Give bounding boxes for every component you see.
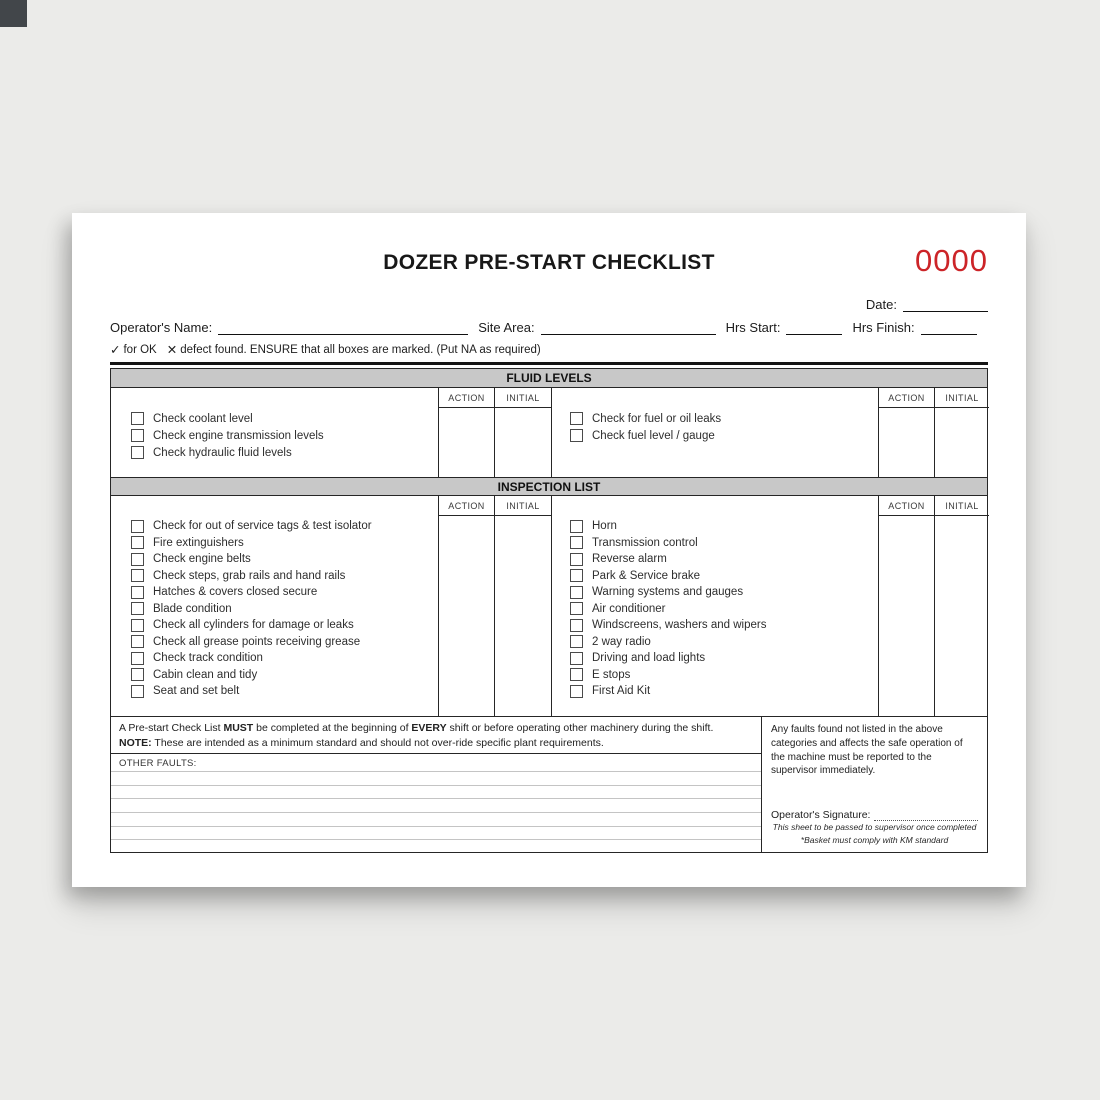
checklist-item xyxy=(131,667,438,684)
form-header xyxy=(110,245,988,295)
note-line: NOTE: These are intended as a minimum standard and should not over-ride specific plant requirements. xyxy=(119,736,604,749)
prestart-note xyxy=(110,716,762,754)
checklist-item-label: Check coolant level xyxy=(153,412,253,425)
checklist-item-label: Seat and set belt xyxy=(153,685,240,698)
initial-entry-cell[interactable] xyxy=(934,408,989,477)
hrs-start-label: Hrs Start: xyxy=(725,320,781,335)
legend-cross-text: defect found. ENSURE that all boxes are marked. (Put NA as required) xyxy=(180,343,541,356)
checklist-item-label: Windscreens, washers and wipers xyxy=(592,619,767,632)
note-line: A Pre-start Check List MUST be completed at the beginning of EVERY shift or before operating other machinery during the shift. xyxy=(119,722,714,734)
page-corner-mark xyxy=(0,0,27,27)
signature-row xyxy=(771,809,978,821)
checklist-item-label: Reverse alarm xyxy=(592,553,667,566)
checkbox[interactable] xyxy=(131,569,144,582)
checklist-item-label: Check all grease points receiving grease xyxy=(153,635,361,648)
action-column-header: ACTION xyxy=(438,496,494,516)
checklist-table xyxy=(110,368,988,717)
legend-row xyxy=(110,342,988,357)
fault-entry-line[interactable] xyxy=(111,785,761,799)
fluid-left-items xyxy=(111,388,438,477)
other-faults-label: OTHER FAULTS: xyxy=(119,758,197,769)
fluid-right-items xyxy=(551,388,878,477)
checklist-item-label: Transmission control xyxy=(592,536,698,549)
operator-name-field[interactable] xyxy=(218,322,468,335)
checklist-item-label: E stops xyxy=(592,668,631,681)
inspection-left-items xyxy=(111,496,438,716)
checkbox[interactable] xyxy=(570,685,583,698)
checklist-item-label: Check hydraulic fluid levels xyxy=(153,446,292,459)
checklist-item xyxy=(131,617,438,634)
checklist-item xyxy=(570,410,878,427)
inspection-list-section xyxy=(111,496,987,716)
checkbox[interactable] xyxy=(570,536,583,549)
checklist-form-sheet xyxy=(72,213,1026,887)
initial-entry-cell[interactable] xyxy=(494,408,551,477)
checkbox[interactable] xyxy=(131,536,144,549)
checklist-item xyxy=(131,427,438,444)
checkbox[interactable] xyxy=(570,429,583,442)
checkbox[interactable] xyxy=(570,412,583,425)
checklist-item-label: Check for fuel or oil leaks xyxy=(592,412,722,425)
checkbox[interactable] xyxy=(131,520,144,533)
checklist-item xyxy=(570,568,878,585)
checkbox[interactable] xyxy=(570,553,583,566)
inspection-right-items xyxy=(551,496,878,716)
fault-entry-line[interactable] xyxy=(111,771,761,785)
checklist-item-label: Fire extinguishers xyxy=(153,536,244,549)
checklist-item-label: Horn xyxy=(592,520,617,533)
checklist-item xyxy=(570,683,878,700)
checkbox[interactable] xyxy=(570,619,583,632)
initial-column-header: INITIAL xyxy=(494,388,551,408)
fault-entry-line[interactable] xyxy=(111,826,761,840)
checklist-item xyxy=(570,427,878,444)
checklist-item xyxy=(570,584,878,601)
checkbox[interactable] xyxy=(131,553,144,566)
checklist-item xyxy=(570,601,878,618)
fault-entry-line[interactable] xyxy=(111,839,761,853)
action-entry-cell[interactable] xyxy=(878,516,934,716)
cross-icon: ✕ xyxy=(166,343,178,357)
faults-report-note: Any faults found not listed in the above categories and affects the safe operation of the machine must be reported to the supervisor immediately. xyxy=(771,724,963,777)
initial-column-header: INITIAL xyxy=(494,496,551,516)
checklist-item xyxy=(131,650,438,667)
checklist-item xyxy=(131,584,438,601)
action-column-header: ACTION xyxy=(878,388,934,408)
hrs-finish-label: Hrs Finish: xyxy=(852,320,915,335)
checklist-item xyxy=(131,518,438,535)
checkbox[interactable] xyxy=(570,569,583,582)
checklist-item-label: First Aid Kit xyxy=(592,685,651,698)
checklist-item xyxy=(131,551,438,568)
checklist-item xyxy=(570,617,878,634)
checklist-item xyxy=(570,535,878,552)
checkbox[interactable] xyxy=(131,685,144,698)
checkbox[interactable] xyxy=(131,586,144,599)
checklist-item xyxy=(570,518,878,535)
section-header-fluid-levels: FLUID LEVELS xyxy=(111,369,987,388)
initial-column-header: INITIAL xyxy=(934,388,989,408)
checkbox[interactable] xyxy=(570,602,583,615)
checklist-item-label: Check engine transmission levels xyxy=(153,429,324,442)
signature-label: Operator's Signature: xyxy=(771,808,871,821)
action-column-header: ACTION xyxy=(438,388,494,408)
checkbox[interactable] xyxy=(131,652,144,665)
checklist-item-label: Hatches & covers closed secure xyxy=(153,586,318,599)
operator-name-label: Operator's Name: xyxy=(110,320,213,335)
checkbox[interactable] xyxy=(131,619,144,632)
signature-note-1: This sheet to be passed to supervisor once completed xyxy=(772,821,977,832)
checkbox[interactable] xyxy=(131,429,144,442)
checklist-item-label: Check engine belts xyxy=(153,553,251,566)
section-header-inspection-list: INSPECTION LIST xyxy=(111,477,987,496)
action-entry-cell[interactable] xyxy=(878,408,934,477)
checklist-item xyxy=(131,634,438,651)
checklist-item-label: Blade condition xyxy=(153,602,232,615)
checklist-item-label: Warning systems and gauges xyxy=(592,586,744,599)
date-label: Date: xyxy=(865,297,897,312)
signature-field[interactable] xyxy=(874,812,978,821)
checklist-item-label: Check steps, grab rails and hand rails xyxy=(153,569,346,582)
checklist-item xyxy=(131,444,438,461)
serial-number: 0000 xyxy=(915,243,988,278)
checkbox[interactable] xyxy=(570,520,583,533)
checklist-item-label: Check all cylinders for damage or leaks xyxy=(153,619,354,632)
checklist-item xyxy=(131,683,438,700)
fault-entry-line[interactable] xyxy=(111,798,761,812)
form-footer xyxy=(110,716,988,853)
checklist-item-label: Park & Service brake xyxy=(592,569,701,582)
signature-note-2: *Basket must comply with KM standard xyxy=(800,834,949,845)
checkmark-icon: ✓ xyxy=(110,343,121,357)
signature-box xyxy=(761,716,988,853)
action-column-header: ACTION xyxy=(878,496,934,516)
checkbox[interactable] xyxy=(570,668,583,681)
fault-entry-line[interactable] xyxy=(111,812,761,826)
checklist-item xyxy=(570,551,878,568)
checklist-item-label: Check track condition xyxy=(153,652,263,665)
checkbox[interactable] xyxy=(570,635,583,648)
legend-check-text: for OK xyxy=(123,343,157,356)
initial-entry-cell[interactable] xyxy=(494,516,551,716)
checkbox[interactable] xyxy=(131,412,144,425)
checklist-item xyxy=(570,650,878,667)
checklist-item xyxy=(570,634,878,651)
fluid-levels-section xyxy=(111,388,987,477)
date-field[interactable] xyxy=(903,299,988,312)
checkbox[interactable] xyxy=(131,668,144,681)
checklist-item-label: Check fuel level / gauge xyxy=(592,429,715,442)
checklist-item xyxy=(131,568,438,585)
other-faults-box xyxy=(110,753,762,853)
checklist-item-label: Check for out of service tags & test isolator xyxy=(153,520,372,533)
checklist-item-label: Cabin clean and tidy xyxy=(153,668,258,681)
checkbox[interactable] xyxy=(131,635,144,648)
action-entry-cell[interactable] xyxy=(438,516,494,716)
checkbox[interactable] xyxy=(131,602,144,615)
action-entry-cell[interactable] xyxy=(438,408,494,477)
checklist-item xyxy=(570,667,878,684)
hrs-finish-field[interactable] xyxy=(921,322,977,335)
site-area-label: Site Area: xyxy=(478,320,535,335)
hrs-start-field[interactable] xyxy=(786,322,842,335)
page-title: DOZER PRE-START CHECKLIST xyxy=(383,251,715,274)
checklist-item-label: 2 way radio xyxy=(592,635,651,648)
checklist-item xyxy=(131,410,438,427)
checklist-item xyxy=(131,601,438,618)
site-area-field[interactable] xyxy=(541,322,716,335)
fields-row xyxy=(110,318,988,335)
checklist-item-label: Driving and load lights xyxy=(592,652,706,665)
checklist-item-label: Air conditioner xyxy=(592,602,666,615)
checklist-item xyxy=(131,535,438,552)
checkbox[interactable] xyxy=(570,586,583,599)
checkbox[interactable] xyxy=(131,446,144,459)
divider-rule xyxy=(110,362,988,365)
checkbox[interactable] xyxy=(570,652,583,665)
date-row xyxy=(110,295,988,312)
initial-entry-cell[interactable] xyxy=(934,516,989,716)
initial-column-header: INITIAL xyxy=(934,496,989,516)
